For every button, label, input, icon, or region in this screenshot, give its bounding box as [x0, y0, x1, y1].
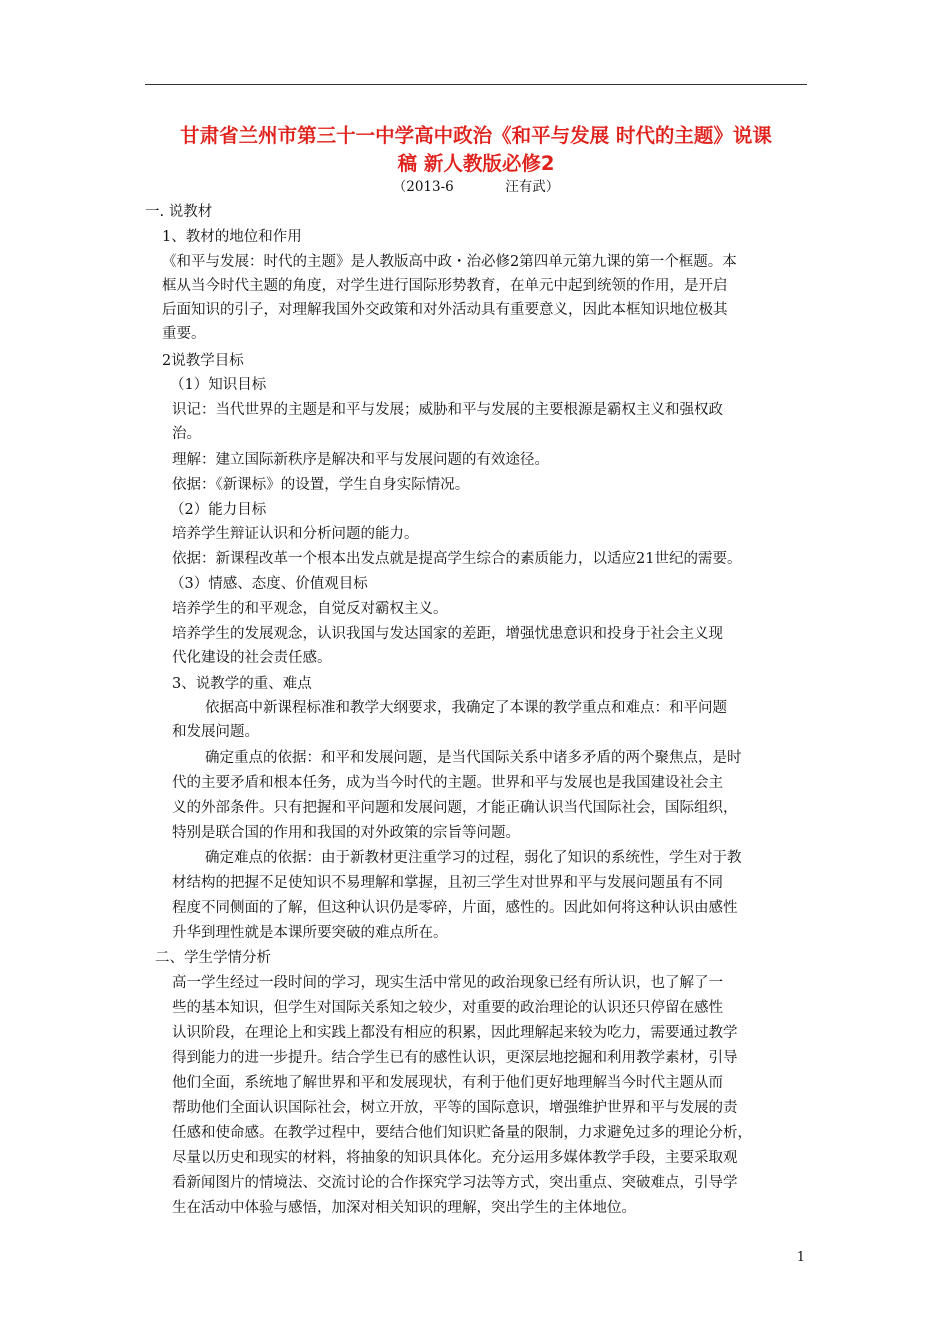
paragraph-line: 确定重点的依据：和平和发展问题，是当代国际关系中诸多矛盾的两个聚焦点，是时: [205, 750, 742, 766]
paragraph-line: 些的基本知识，但学生对国际关系知之较少，对重要的政治理论的认识还只停留在感性: [172, 1000, 723, 1016]
title-line-1: 甘肃省兰州市第三十一中学高中政治《和平与发展 时代的主题》说课: [180, 124, 772, 147]
paragraph-line: 确定难点的依据：由于新教材更注重学习的过程，弱化了知识的系统性，学生对于教: [205, 850, 742, 866]
paragraph-line: 依据：《新课标》的设置，学生自身实际情况。: [172, 477, 470, 493]
paragraph-line: 生在活动中体验与感悟，加深对相关知识的理解，突出学生的主体地位。: [172, 1200, 636, 1216]
paragraph-line: 特别是联合国的作用和我国的对外政策的宗旨等问题。: [172, 825, 520, 841]
paragraph-line: 治。: [172, 426, 201, 442]
paragraph-line: 培养学生辩证认识和分析问题的能力。: [172, 526, 419, 542]
paragraph-line: 后面知识的引子，对理解我国外交政策和对外活动具有重要意义，因此本框知识地位极其: [162, 302, 728, 318]
paragraph-line: 程度不同侧面的了解，但这种认识仍是零碎，片面，感性的。因此如何将这种认识由感性: [172, 900, 738, 916]
paragraph-line: 得到能力的进一步提升。结合学生已有的感性认识，更深层地挖掘和利用教学素材，引导: [172, 1050, 738, 1066]
section1-sub3-heading: 3、说教学的重、难点: [172, 676, 312, 692]
goal1-heading: （1）知识目标: [170, 377, 267, 393]
paragraph-line: 代化建设的社会责任感。: [172, 650, 332, 666]
paragraph-line: 培养学生的发展观念，认识我国与发达国家的差距，增强忧患意识和投身于社会主义现: [172, 626, 723, 642]
paragraph-line: 帮助他们全面认识国际社会，树立开放，平等的国际意识，增强维护世界和平与发展的责: [172, 1100, 738, 1116]
paragraph-line: 识记：当代世界的主题是和平与发展；威胁和平与发展的主要根源是霸权主义和强权政: [172, 402, 723, 418]
header-rule: [145, 84, 807, 85]
section1-sub1-heading: 1、教材的地位和作用: [162, 229, 302, 245]
paragraph-line: 看新闻图片的情境法、交流讨论的合作探究学习法等方式，突出重点、突破难点，引导学: [172, 1175, 738, 1191]
document-title: [145, 122, 807, 178]
page-number: 1: [796, 1250, 805, 1265]
paragraph-line: 任感和使命感。在教学过程中，要结合他们知识贮备量的限制，力求避免过多的理论分析，: [172, 1125, 752, 1141]
paragraph-line: 培养学生的和平观念，自觉反对霸权主义。: [172, 601, 448, 617]
section1-heading: 一. 说教材: [145, 204, 213, 220]
paragraph-line: 和发展问题。: [172, 724, 259, 740]
goal3-heading: （3）情感、态度、价值观目标: [170, 576, 368, 592]
paragraph-line: 依据高中新课程标准和教学大纲要求，我确定了本课的教学重点和难点：和平问题: [205, 700, 727, 716]
title-line-2: 稿 新人教版必修2: [397, 152, 555, 175]
paragraph-line: 代的主要矛盾和根本任务，成为当今时代的主题。世界和平与发展也是我国建设社会主: [172, 775, 723, 791]
paragraph-line: 升华到理性就是本课所要突破的难点所在。: [172, 925, 448, 941]
paragraph-line: 尽量以历史和现实的材料，将抽象的知识具体化。充分运用多媒体教学手段，主要采取观: [172, 1150, 738, 1166]
paragraph-line: 认识阶段，在理论上和实践上都没有相应的积累，因此理解起来较为吃力，需要通过教学: [172, 1025, 738, 1041]
paragraph-line: 材结构的把握不足使知识不易理解和掌握，且初三学生对世界和平与发展问题虽有不同: [172, 875, 723, 891]
section2-heading: 二、学生学情分析: [155, 950, 271, 966]
paragraph-line: 高一学生经过一段时间的学习，现实生活中常见的政治现象已经有所认识，也了解了一: [172, 975, 723, 991]
goal2-heading: （2）能力目标: [170, 502, 267, 518]
section1-sub2-heading: 2说教学目标: [162, 353, 244, 369]
paragraph-line: 《和平与发展：时代的主题》是人教版高中政・治必修2第四单元第九课的第一个框题。本: [162, 254, 737, 270]
paragraph-line: 重要。: [162, 326, 206, 342]
paragraph-line: 他们全面，系统地了解世界和平和发展现状，有利于他们更好地理解当今时代主题从而: [172, 1075, 723, 1091]
paragraph-line: 义的外部条件。只有把握和平问题和发展问题，才能正确认识当代国际社会，国际组织，: [172, 800, 738, 816]
paragraph-line: 框从当今时代主题的角度，对学生进行国际形势教育，在单元中起到统领的作用，是开启: [162, 278, 728, 294]
paragraph-line: 依据：新课程改革一个根本出发点就是提高学生综合的素质能力，以适应21世纪的需要。: [172, 551, 742, 567]
paragraph-line: 理解：建立国际新秩序是解决和平与发展问题的有效途径。: [172, 452, 549, 468]
date-author: （2013-6 汪有武）: [392, 179, 560, 195]
